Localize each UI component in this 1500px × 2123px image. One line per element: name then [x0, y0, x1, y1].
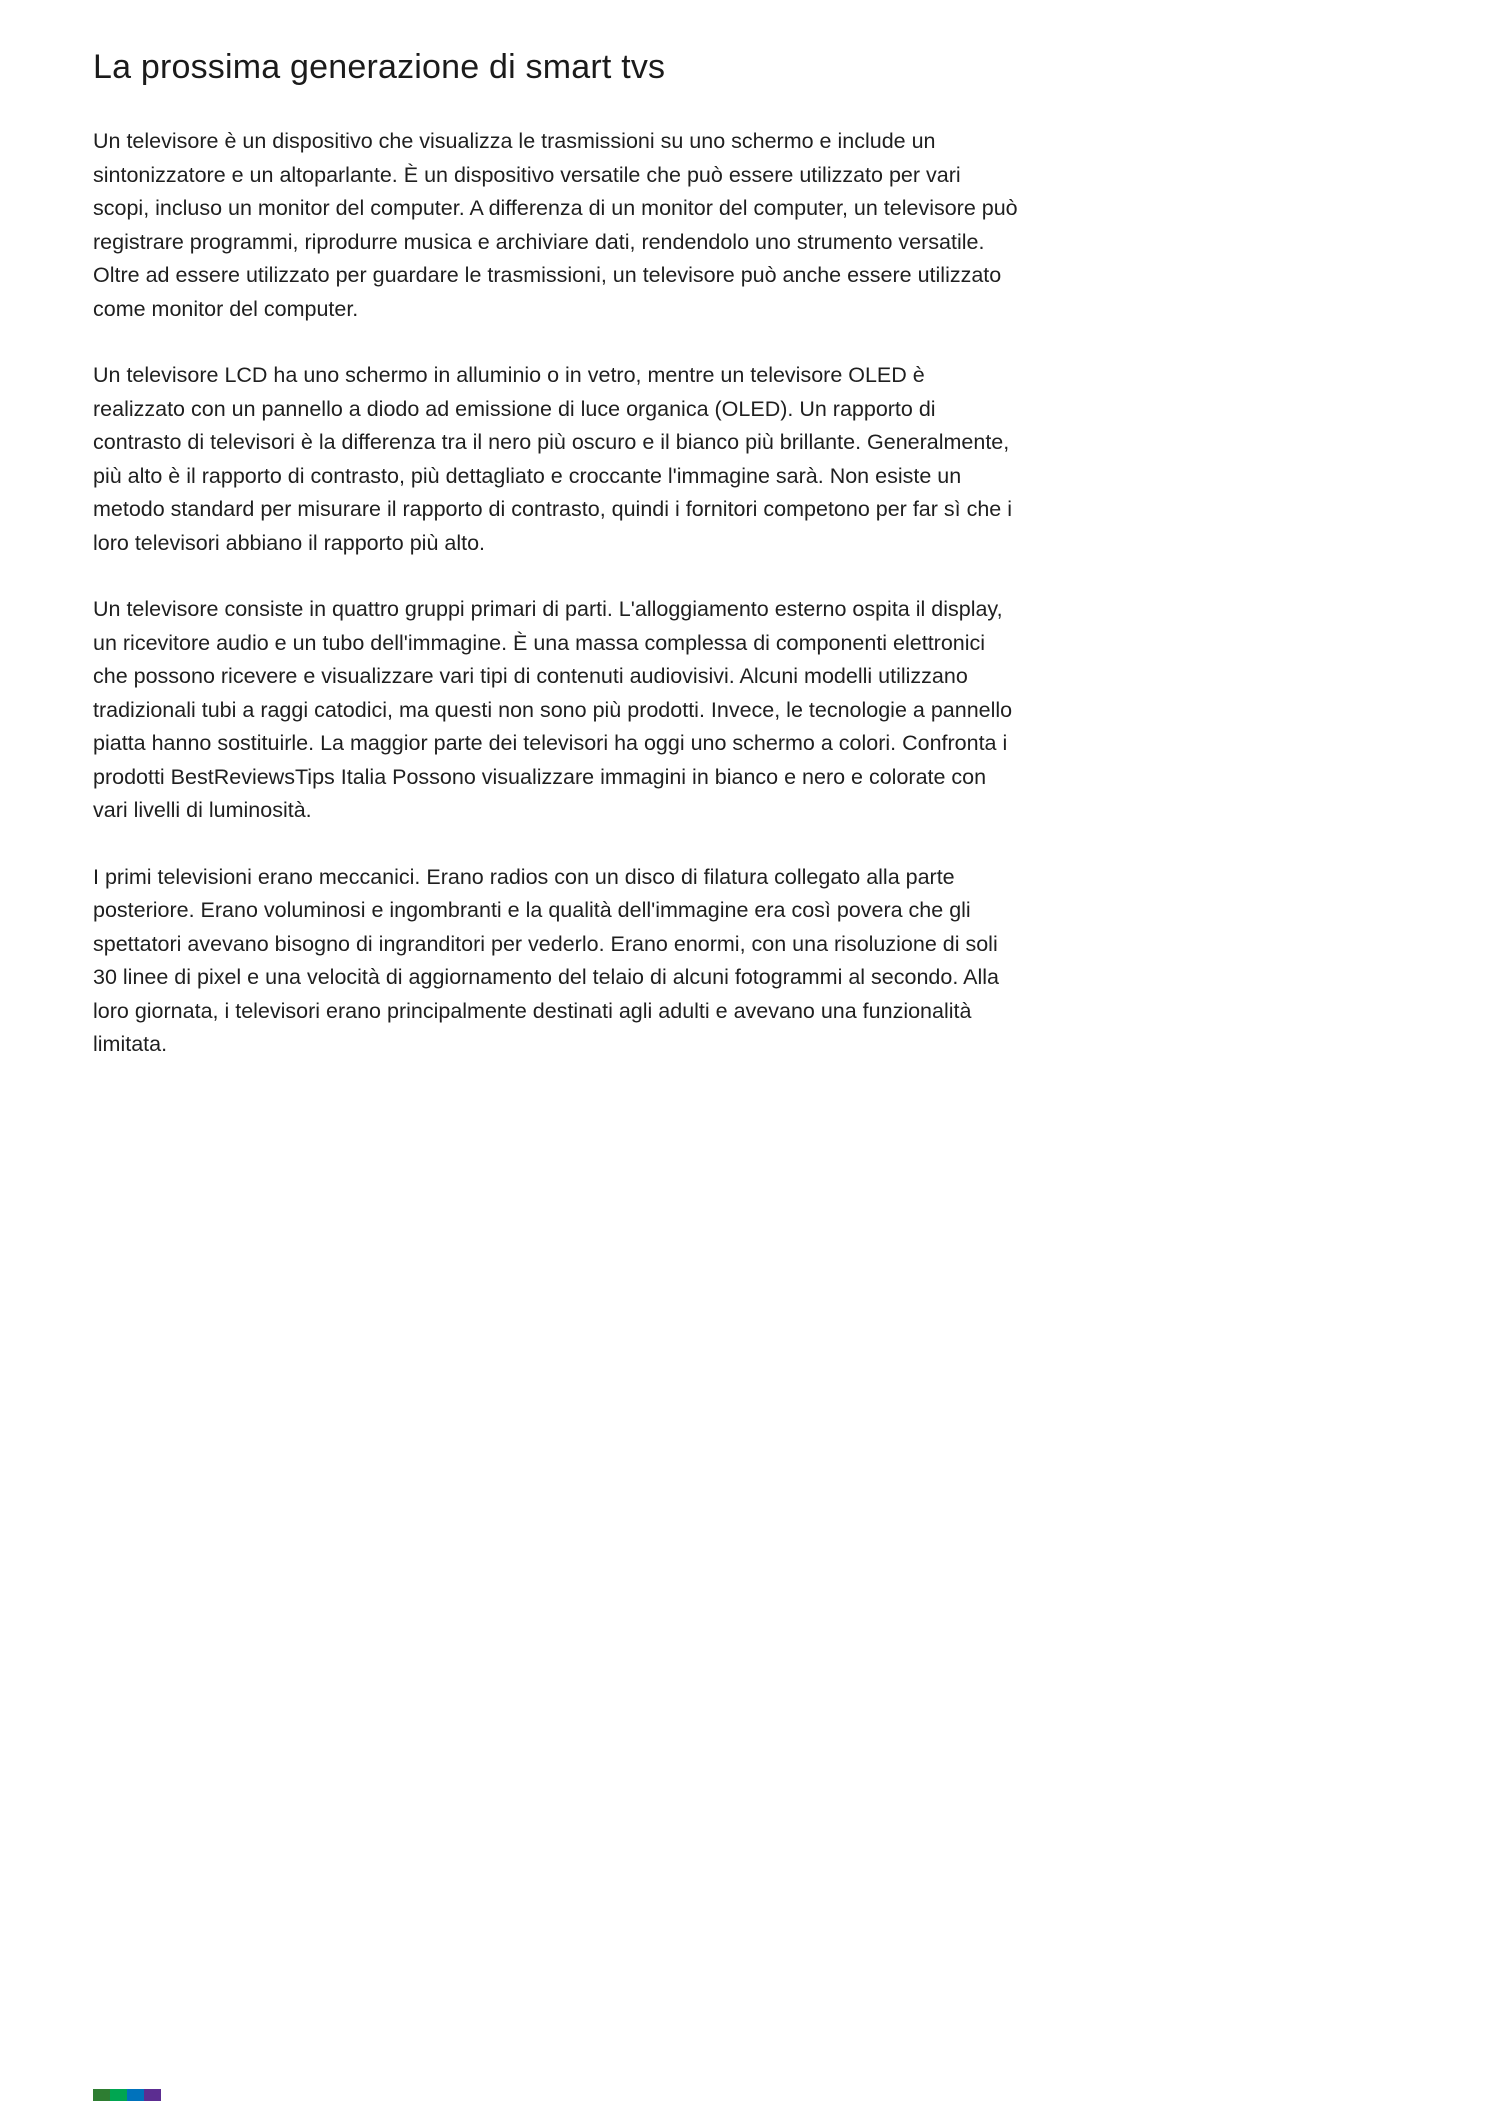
page-title: La prossima generazione di smart tvs	[93, 48, 666, 86]
footer-color-strip	[93, 2089, 161, 2101]
color-swatch	[93, 2089, 110, 2101]
paragraph-3: Un televisore consiste in quattro gruppi primari di parti. L'alloggiamento esterno ospita il display, un ricevitore audio e un tubo dell'immagine. È una massa complessa di componenti elettronici che possono ricevere e visualizzare vari tipi di contenuti audiovisivi. Alcuni modelli utilizzano tradizionali tubi a raggi catodici, ma questi non sono più prodotti. Invece, le tecnologie a pannello piatta hanno sostituirle. La maggior parte dei televisori ha oggi uno schermo a colori. Confronta i prodotti BestReviewsTips Italia Possono visualizzare immagini in bianco e nero e colorate con vari livelli di luminosità.	[93, 597, 1013, 822]
paragraph-4: I primi televisioni erano meccanici. Erano radios con un disco di filatura collegato alla parte posteriore. Erano voluminosi e ingombranti e la qualità dell'immagine era così povera che gli spettatori avevano bisogno di ingranditori per vederlo. Erano enormi, con una risoluzione di soli 30 linee di pixel e una velocità di aggiornamento del telaio di alcuni fotogrammi al secondo. Alla loro giornata, i televisori erano principalmente destinati agli adulti e avevano una funzionalità limitata.	[93, 864, 999, 1056]
color-swatch	[144, 2089, 161, 2101]
paragraph-2: Un televisore LCD ha uno schermo in alluminio o in vetro, mentre un televisore OLED è realizzato con un pannello a diodo ad emissione di luce organica (OLED). Un rapporto di contrasto di televisori è la differenza tra il nero più oscuro e il bianco più brillante. Generalmente, più alto è il rapporto di contrasto, più dettagliato e croccante l'immagine sarà. Non esiste un metodo standard per misurare il rapporto di contrasto, quindi i fornitori competono per far sì che i loro televisori abbiano il rapporto più alto.	[93, 363, 1012, 555]
document-content	[93, 48, 1018, 1095]
color-swatch	[127, 2089, 144, 2101]
paragraph-1: Un televisore è un dispositivo che visualizza le trasmissioni su uno schermo e include un sintonizzatore e un altoparlante. È un dispositivo versatile che può essere utilizzato per vari scopi, incluso un monitor del computer. A differenza di un monitor del computer, un televisore può registrare programmi, riprodurre musica e archiviare dati, rendendolo uno strumento versatile. Oltre ad essere utilizzato per guardare le trasmissioni, un televisore può anche essere utilizzato come monitor del computer.	[93, 129, 1018, 321]
color-swatch	[110, 2089, 127, 2101]
